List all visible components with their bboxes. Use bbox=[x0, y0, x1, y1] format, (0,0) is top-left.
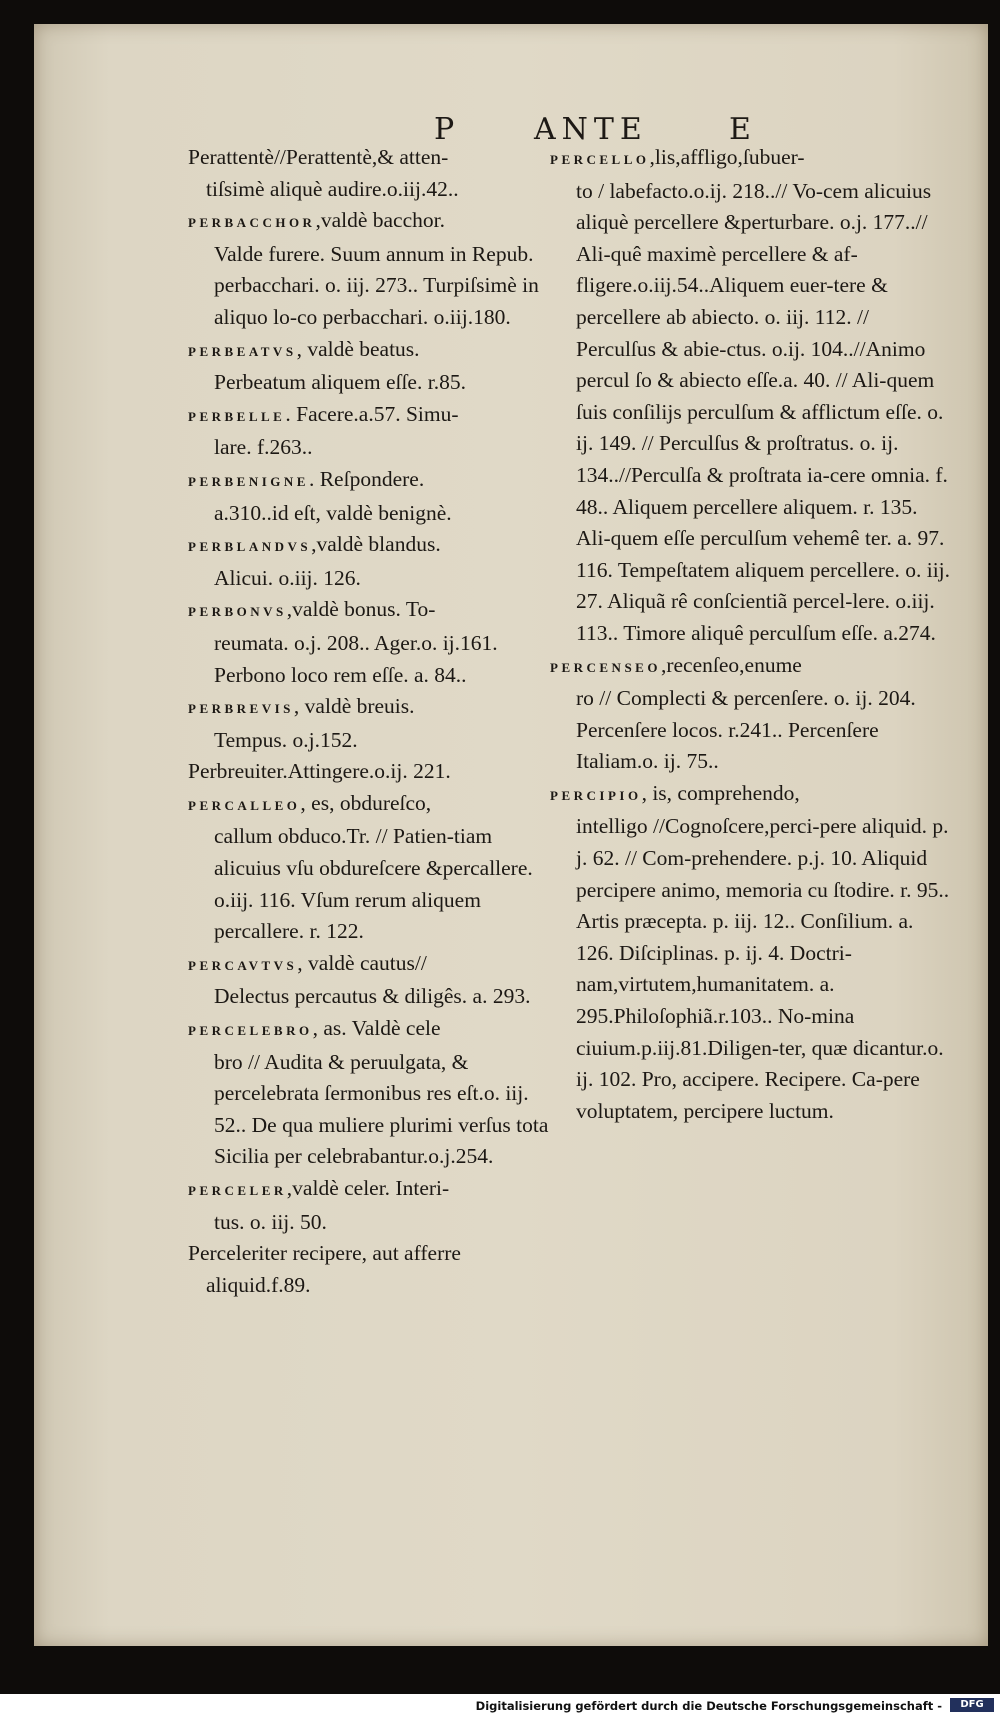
dictionary-entry bbox=[188, 464, 550, 529]
entry-continuation: Tempus. o.j.152. bbox=[214, 727, 358, 752]
entry-text: , valdè cautus// bbox=[297, 950, 427, 975]
entry-continuation: aliquid.f.89. bbox=[206, 1272, 311, 1297]
entry-text: , is, comprehendo, bbox=[641, 780, 800, 805]
entry-text: Perattentè//Perattentè,& atten- bbox=[188, 145, 449, 169]
header-left: P bbox=[434, 112, 457, 147]
entry-continuation: Delectus percautus & diligês. a. 293. bbox=[214, 984, 531, 1009]
entry-headword: PERCELER bbox=[188, 1183, 287, 1198]
dictionary-entry bbox=[550, 650, 950, 778]
entry-continuation: lare. f.263.. bbox=[214, 435, 313, 460]
entry-continuation: ro // Complecti & percenſere. o. ij. 204. Percenſere locos. r.241.. Percenſere Italiam.o. ij. 75.. bbox=[576, 686, 916, 774]
dictionary-entry bbox=[188, 1238, 550, 1301]
entry-text: , valdè breuis. bbox=[293, 694, 415, 719]
entry-continuation: Valde furere. Suum annum in Repub. perbacchari. o. iij. 273.. Turpiſsimè in aliquo lo-co perbacchari. o.iij.180. bbox=[214, 241, 539, 329]
dictionary-entry bbox=[188, 788, 550, 948]
entry-continuation: reumata. o.j. 208.. Ager.o. ij.161. Perbono loco rem eſſe. a. 84.. bbox=[214, 630, 498, 687]
right-column bbox=[550, 142, 950, 1127]
entry-text: Perbreuiter.Attingere.o.ij. 221. bbox=[188, 759, 451, 784]
entry-text: , as. Valdè cele bbox=[312, 1016, 441, 1041]
dictionary-entry bbox=[188, 529, 550, 594]
footer-bar bbox=[0, 1694, 1000, 1716]
dictionary-entry bbox=[188, 691, 550, 756]
entry-headword: PERBLANDVS bbox=[188, 539, 312, 555]
entry-headword: PERCAVTVS bbox=[188, 957, 298, 973]
entry-text: ,lis,affligo,ſubuer- bbox=[649, 145, 805, 169]
entry-continuation: callum obduco.Tr. // Patien-tiam alicuius vſu obdureſcere &percallere. o.iij. 116. Vſum rerum aliquem percallere. r. 122. bbox=[214, 824, 533, 944]
entry-text: , es, obdureſco, bbox=[300, 790, 432, 815]
entry-headword: PERCELLO bbox=[550, 152, 650, 167]
entry-text: ,valdè blandus. bbox=[311, 532, 441, 557]
entry-continuation: Perbeatum aliquem eſſe. r.85. bbox=[214, 370, 466, 395]
entry-continuation: tus. o. iij. 50. bbox=[214, 1209, 327, 1234]
footer-text: Digitalisierung gefördert durch die Deutsche Forschungsgemeinschaft - bbox=[475, 1699, 942, 1713]
entry-headword: PERCIPIO bbox=[550, 787, 642, 803]
entry-text: . Reſpondere. bbox=[308, 466, 425, 491]
entry-text: ,valdè bacchor. bbox=[315, 208, 445, 233]
entry-headword: PERCENSEO bbox=[550, 659, 661, 675]
entry-text: , valdè beatus. bbox=[296, 336, 420, 361]
entry-headword: PERCELEBRO bbox=[188, 1023, 313, 1039]
dictionary-entry bbox=[550, 778, 950, 1128]
dictionary-entry bbox=[188, 1173, 550, 1238]
entry-headword: PERBEATVS bbox=[188, 343, 297, 359]
entry-headword: PERBELLE bbox=[188, 408, 286, 424]
dictionary-entry bbox=[188, 399, 550, 464]
entry-text: . Facere.a.57. Simu- bbox=[285, 401, 459, 426]
dictionary-entry bbox=[188, 594, 550, 691]
header-right: E bbox=[729, 112, 753, 147]
entry-headword: PERBACCHOR bbox=[188, 215, 316, 231]
dictionary-entry bbox=[188, 205, 550, 333]
entry-headword: PERBENIGNE bbox=[188, 473, 309, 489]
dfg-logo: DFG bbox=[950, 1698, 994, 1712]
entry-continuation: intelligo //Cognoſcere,perci-pere aliquid. p. j. 62. // Com-prehendere. p.j. 10. Aliquid percipere animo, memoria cu ſtodire. r. 95.. Artis præcepta. p. iij. 12.. Conſilium. a. 126. Diſciplinas. p. ij. 4. Doctri-nam,virtutem,humanitatem. a. 295.Philoſophiã.r.103.. No-mina ciuium.p.iij.81.Diligen-ter, quæ dicantur.o. ij. 102. Pro, accipere. Recipere. Ca-pere voluptatem, percipere luctum. bbox=[576, 814, 950, 1123]
entry-continuation: bro // Audita & peruulgata, & percelebrata ſermonibus res eſt.o. iij. 52.. De qua muliere plurimi verſus tota Sicilia per celebrabantur.o.j.254. bbox=[214, 1049, 549, 1169]
dictionary-entry bbox=[188, 334, 550, 399]
entry-text: Perceleriter recipere, aut afferre bbox=[188, 1241, 461, 1266]
entry-continuation: to / labefacto.o.ij. 218..// Vo-cem alicuius aliquè percellere &perturbare. o.j. 177..// Ali-quê maximè percellere & af-fligere.o.iij.54..Aliquem euer-tere & percellere ab abiecto. o. iij. 112. // Perculſus & abie-ctus. o.ij. 104..//Animo percul ſo & abiecto eſſe.a. 40. // Ali-quem ſuis conſilijs perculſum & afflictum eſſe. o. ij. 149. // Perculſus & proſtratus. o. ij. 134..//Perculſa & proſtrata ia-cere omnia. f. 48.. Aliquem percellere aliquem. r. 135. Ali-quem eſſe perculſum vehemê ter. a. 97. 116. Tempeſtatem aliquem percellere. o. iij. 27. Aliquã rê conſcientiã percel-lere. o.iij. 113.. Timore aliquê perculſum eſſe. a.274. bbox=[576, 178, 951, 645]
dictionary-entry bbox=[188, 1013, 550, 1173]
entry-headword: PERBONVS bbox=[188, 604, 287, 620]
entry-continuation: tiſsimè aliquè audire.o.iij.42.. bbox=[206, 176, 459, 201]
entry-continuation: a.310..id eſt, valdè benignè. bbox=[214, 500, 452, 525]
entry-headword: PERBREVIS bbox=[188, 701, 294, 717]
dictionary-entry bbox=[188, 948, 550, 1013]
entry-text: ,valdè celer. Interi- bbox=[286, 1176, 450, 1200]
entry-text: ,recenſeo,enume bbox=[660, 652, 802, 677]
entry-text: ,valdè bonus. To- bbox=[286, 597, 436, 622]
left-column bbox=[188, 142, 550, 1301]
dictionary-entry bbox=[188, 756, 550, 788]
header-middle: ANTE bbox=[534, 112, 648, 147]
dictionary-entry bbox=[188, 142, 550, 205]
entry-headword: PERCALLEO bbox=[188, 797, 301, 813]
entry-continuation: Alicui. o.iij. 126. bbox=[214, 565, 361, 590]
dictionary-entry bbox=[550, 142, 950, 650]
